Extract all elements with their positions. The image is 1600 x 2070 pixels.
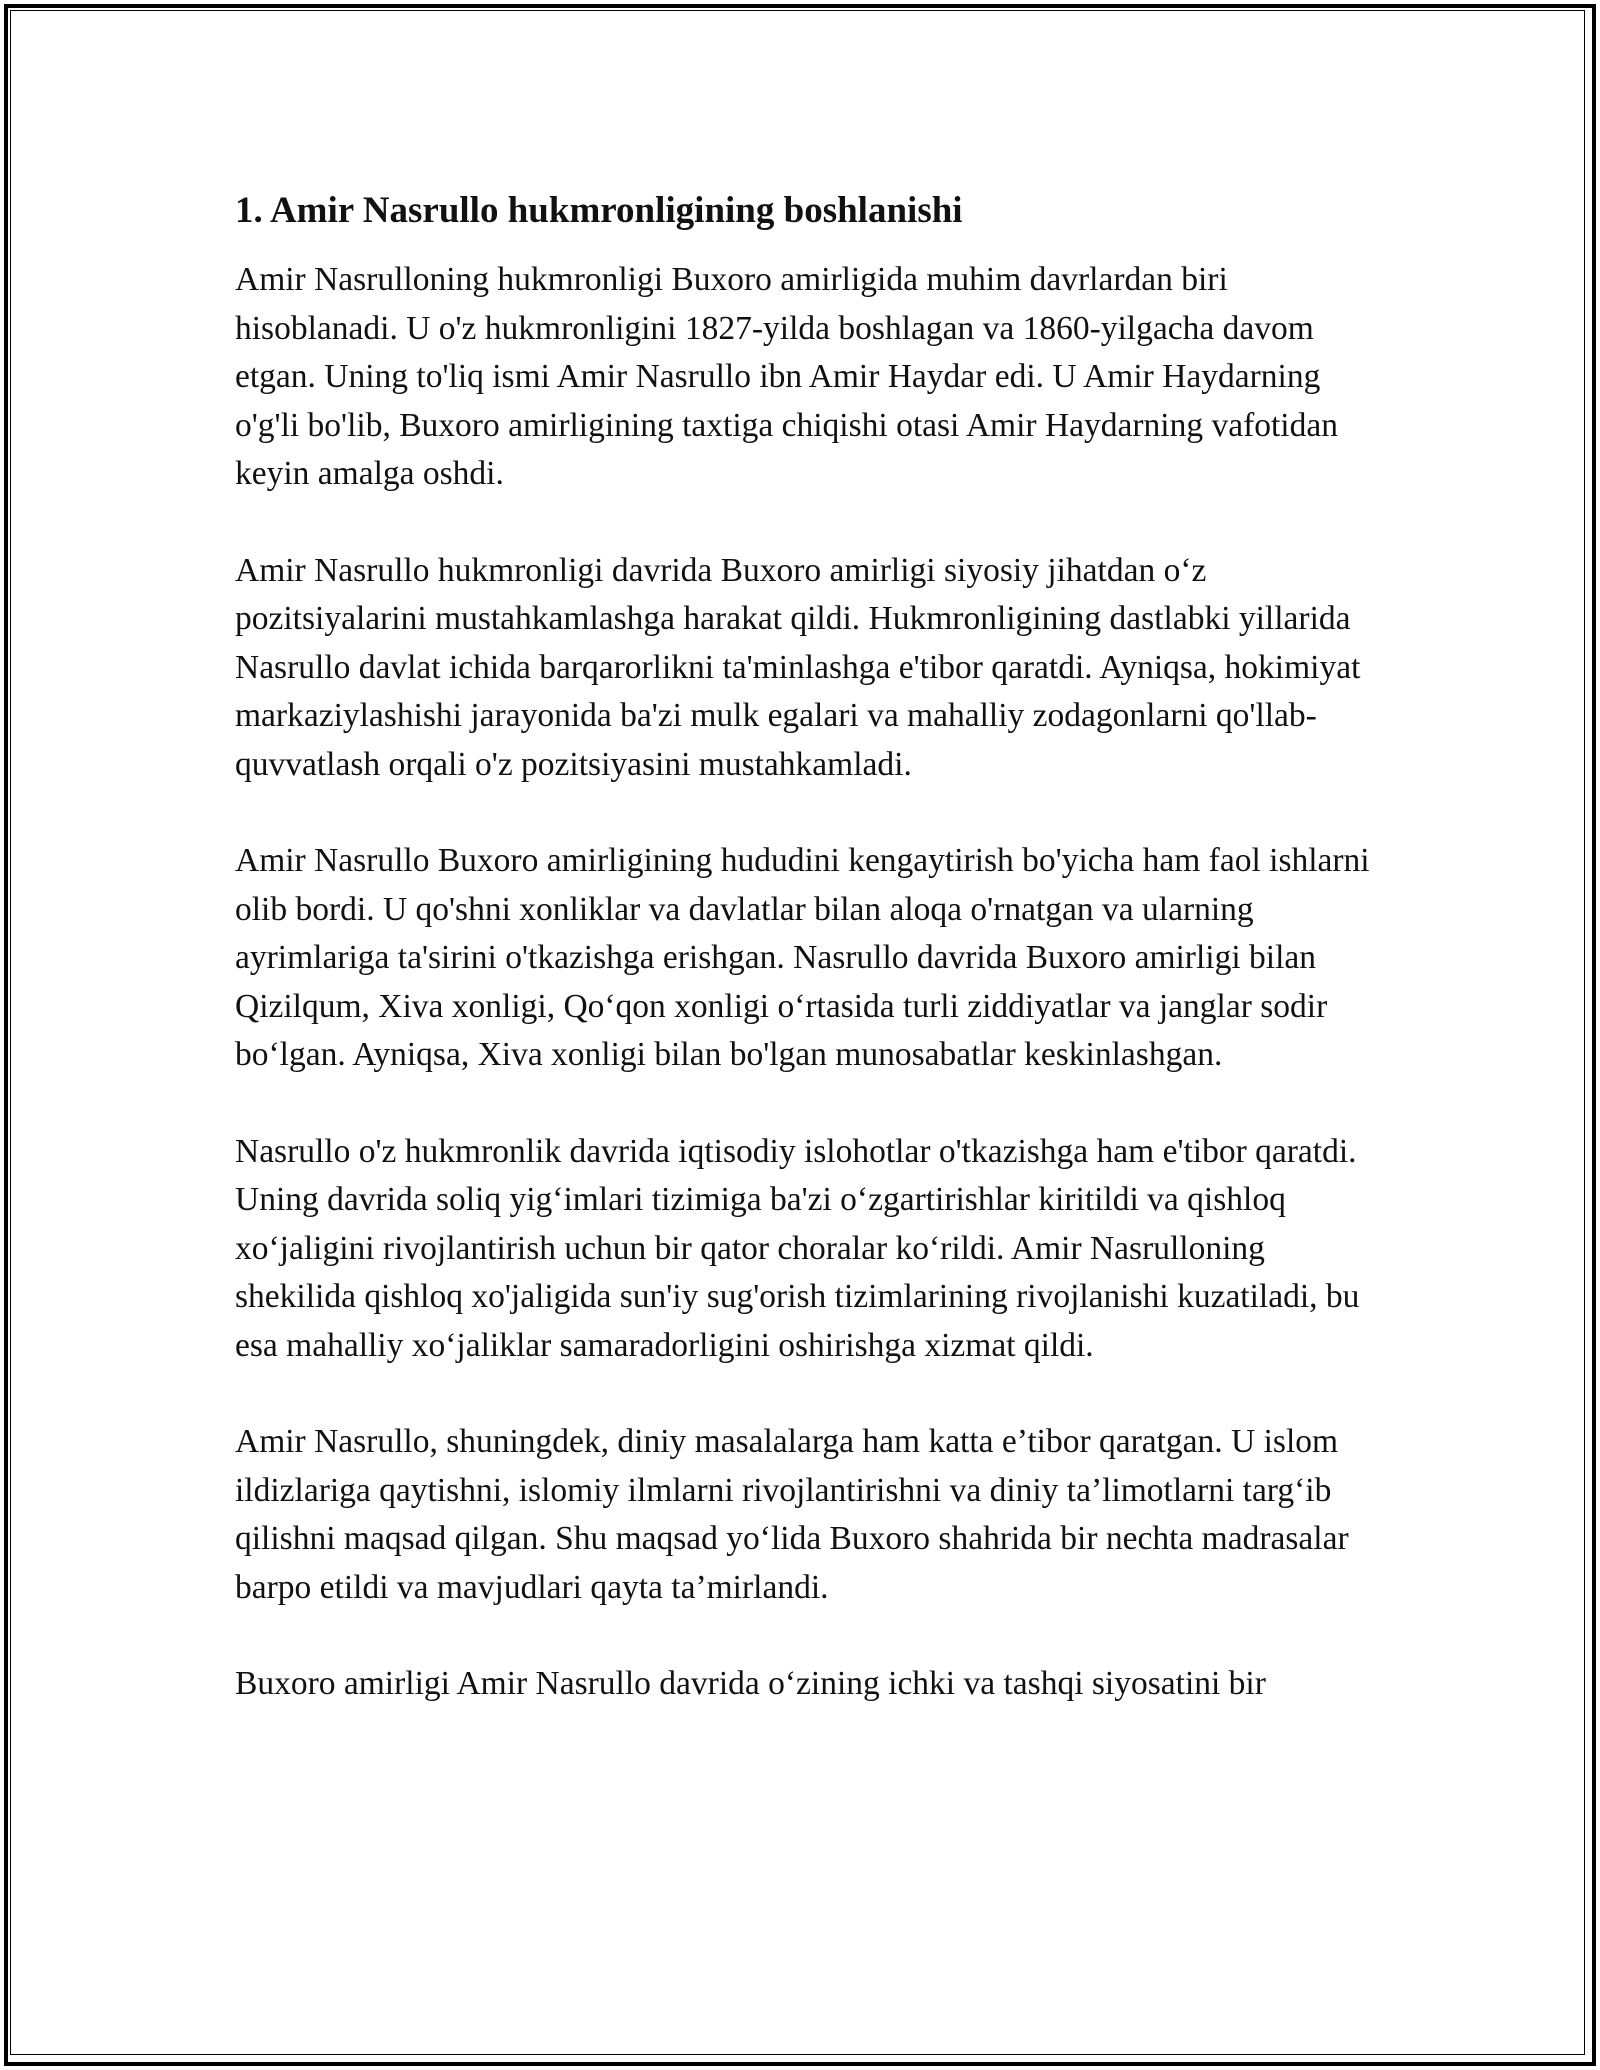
paragraph-1: Amir Nasrulloning hukmronligi Buxoro amirligida muhim davrlardan biri hisoblanadi. U o'z hukmronligini 1827-yilda boshlagan va 1860-yilgacha davom etgan. Uning to'liq ismi Amir Nasrullo ibn Amir Haydar edi. U Amir Haydarning o'g'li bo'lib, Buxoro amirligining taxtiga chiqishi otasi Amir Haydarning vafotidan keyin amalga oshdi. — [235, 261, 1338, 492]
section-heading: 1. Amir Nasrullo hukmronligining boshlanishi — [235, 190, 963, 231]
document-body — [235, 188, 1385, 1757]
paragraph-4: Nasrullo o'z hukmronlik davrida iqtisodiy islohotlar o'tkazishga ham e'tibor qaratdi. Uning davrida soliq yig‘imlari tizimiga ba'zi o‘zgartirishlar kiritildi va qishloq xo‘jaligini rivojlantirish uchun bir qator choralar ko‘rildi. Amir Nasrulloning shekilida qishloq xo'jaligida sun'iy sug'orish tizimlarining rivojlanishi kuzatiladi, bu esa mahalliy xo‘jaliklar samaradorligini oshirishga xizmat qildi. — [235, 1132, 1360, 1364]
paragraph-6: Buxoro amirligi Amir Nasrullo davrida o‘zining ichki va tashqi siyosatini bir — [235, 1665, 1266, 1702]
paragraph-2: Amir Nasrullo hukmronligi davrida Buxoro amirligi siyosiy jihatdan o‘z pozitsiyalarini mustahkamlashga harakat qildi. Hukmronligining dastlabki yillarida Nasrullo davlat ichida barqarorlikni ta'minlashga e'tibor qaratdi. Ayniqsa, hokimiyat markaziylashishi jarayonida ba'zi mulk egalari va mahalliy zodagonlarni qo'llab-quvvatlash orqali o'z pozitsiyasini mustahkamladi. — [235, 551, 1361, 783]
paragraph-5: Amir Nasrullo, shuningdek, diniy masalalarga ham katta e’tibor qaratgan. U islom ildizlariga qaytishni, islomiy ilmlarni rivojlantirishni va diniy ta’limotlarni targ‘ib qilishni maqsad qilgan. Shu maqsad yo‘lida Buxoro shahrida bir nechta madrasalar barpo etildi va mavjudlari qayta ta’mirlandi. — [235, 1423, 1349, 1606]
paragraph-3: Amir Nasrullo Buxoro amirligining hududini kengaytirish bo'yicha ham faol ishlarni olib bordi. U qo'shni xonliklar va davlatlar bilan aloqa o'rnatgan va ularning ayrimlariga ta'sirini o'tkazishga erishgan. Nasrullo davrida Buxoro amirligi bilan Qizilqum, Xiva xonligi, Qo‘qon xonligi o‘rtasida turli ziddiyatlar va janglar sodir bo‘lgan. Ayniqsa, Xiva xonligi bilan bo'lgan munosabatlar keskinlashgan. — [235, 842, 1370, 1073]
